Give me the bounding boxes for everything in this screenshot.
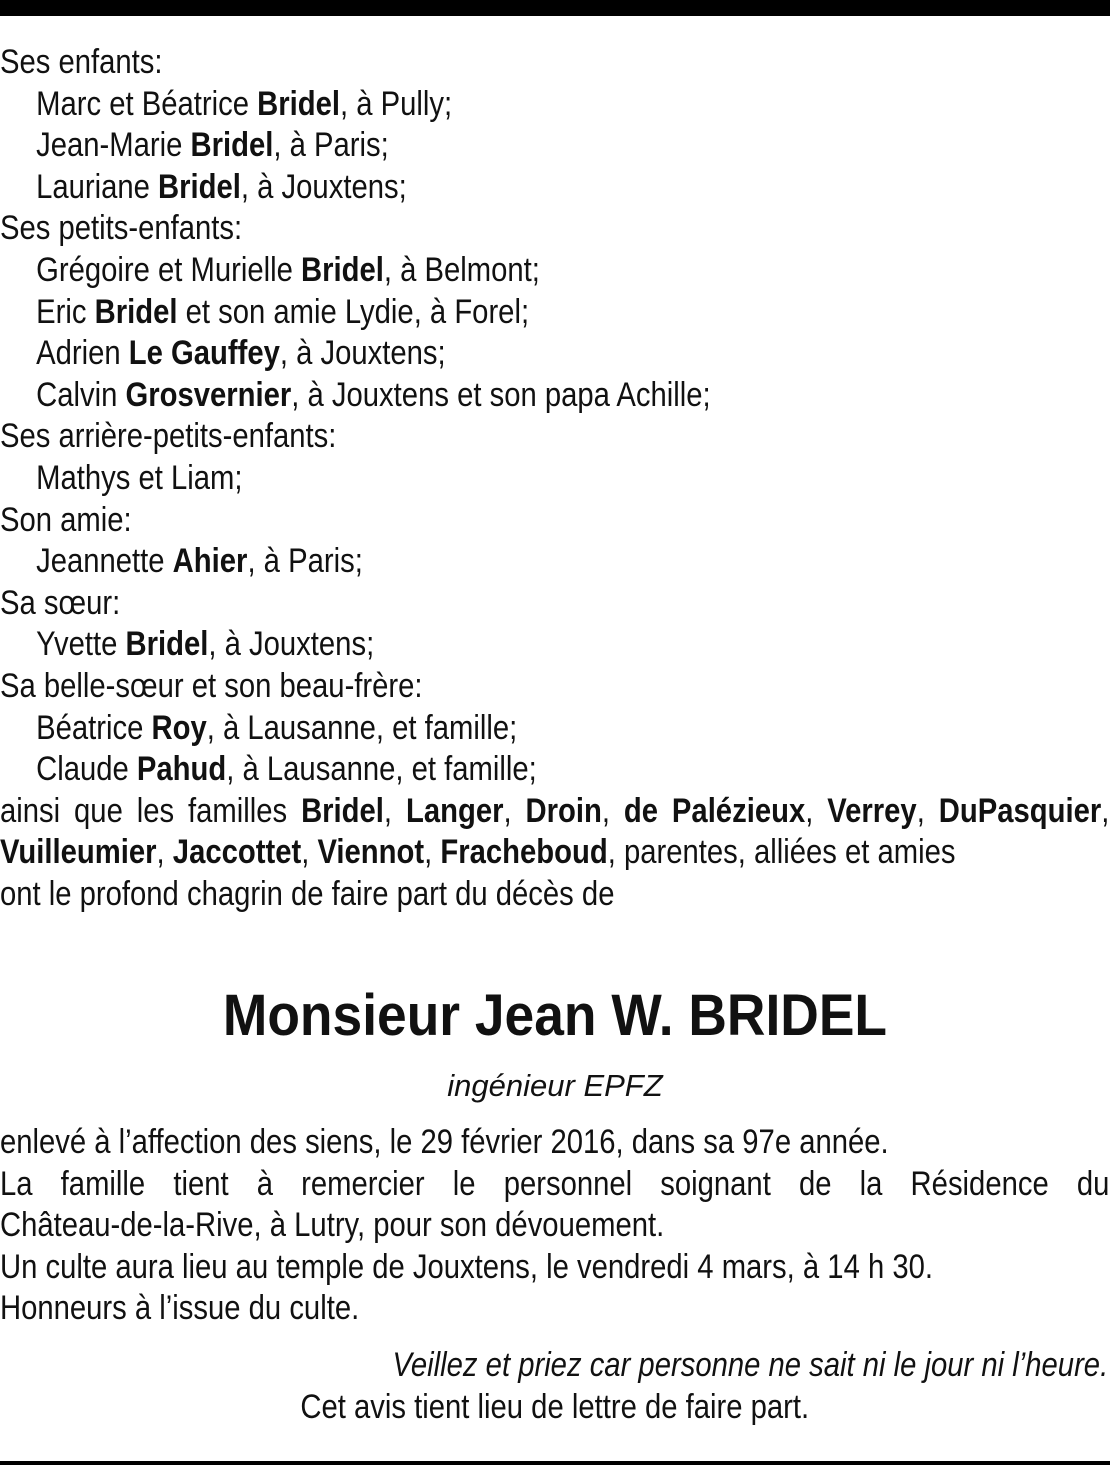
family-name: DuPasquier xyxy=(938,791,1102,830)
mourner-surname: Roy xyxy=(151,708,207,747)
body-line: Un culte aura lieu au temple de Jouxtens, le vendredi 4 mars, à 14 h 30. xyxy=(0,1247,933,1286)
mourner-first-name: Jeannette xyxy=(36,542,173,581)
bible-verse: Veillez et priez car personne ne sait ni le jour ni l’heure. xyxy=(392,1346,1108,1384)
deceased-title: ingénieur EPFZ xyxy=(447,1068,663,1103)
notice-text xyxy=(0,1388,1110,1427)
section-heading: Sa sœur: xyxy=(0,583,121,622)
mourner-location: , à Lausanne, et famille; xyxy=(206,708,518,747)
family-name: Fracheboud xyxy=(440,833,608,872)
family-name: Vuilleumier xyxy=(0,833,157,872)
mourner-first-name: Marc et Béatrice xyxy=(36,84,258,123)
mourner-line xyxy=(0,624,1109,666)
separator: , xyxy=(805,791,828,830)
mourner-location: , à Belmont; xyxy=(383,250,540,289)
separator: , xyxy=(916,791,939,830)
mourner-surname: Bridel xyxy=(257,84,340,123)
notice-line: Cet avis tient lieu de lettre de faire part. xyxy=(300,1388,810,1426)
mourner-first-name: Grégoire et Murielle xyxy=(36,250,302,289)
mourner-first-name: Jean-Marie xyxy=(36,126,191,165)
separator: , xyxy=(601,791,624,830)
mourner-location: , à Jouxtens; xyxy=(279,334,446,373)
family-name: Viennot xyxy=(317,833,425,872)
details-block xyxy=(0,1122,1109,1330)
mourner-line xyxy=(0,125,1109,167)
section-heading: Sa belle-sœur et son beau-frère: xyxy=(0,666,423,705)
section-heading: Ses arrière-petits-enfants: xyxy=(0,417,337,456)
announcement-text: ont le profond chagrin de faire part du décès de xyxy=(0,874,615,913)
mourner-location: , à Paris; xyxy=(273,126,389,165)
mourner-surname: Le Gauffey xyxy=(128,334,280,373)
families-paragraph xyxy=(0,791,1109,874)
mourner-surname: Pahud xyxy=(136,750,227,789)
bottom-rule xyxy=(0,1461,1110,1465)
mourner-first-name: Mathys et Liam; xyxy=(36,458,243,497)
mourner-line xyxy=(0,541,1109,583)
section-heading: Ses petits-enfants: xyxy=(0,209,243,248)
body-line: enlevé à l’affection des siens, le 29 février 2016, dans sa 97e année. xyxy=(0,1123,889,1161)
mourner-location: , à Jouxtens; xyxy=(208,625,375,664)
mourner-first-name: Béatrice xyxy=(36,708,152,747)
families-outro: , parentes, alliées et amies xyxy=(607,833,956,872)
families-intro: ainsi que les familles xyxy=(0,791,302,830)
body-line: La famille tient à remercier le personnel soignant de la Résidence du xyxy=(0,1164,1110,1203)
mourner-location: , à Jouxtens; xyxy=(240,167,407,206)
family-name: Langer xyxy=(405,791,504,830)
mourner-surname: Bridel xyxy=(301,250,384,289)
family-name: Verrey xyxy=(827,791,917,830)
mourner-surname: Ahier xyxy=(172,542,248,581)
separator: , xyxy=(503,791,526,830)
mourner-surname: Bridel xyxy=(125,625,209,664)
mourner-first-name: Eric xyxy=(36,292,95,331)
deceased-name-block xyxy=(0,982,1110,1049)
top-rule xyxy=(0,0,1110,16)
family-name: de Palézieux xyxy=(623,791,806,830)
section-heading: Ses enfants: xyxy=(0,43,163,81)
mourner-location: et son amie Lydie, à Forel; xyxy=(177,292,530,331)
mourner-first-name: Lauriane xyxy=(36,167,159,206)
mourner-surname: Grosvernier xyxy=(125,375,292,414)
mourner-line xyxy=(0,708,1109,750)
mourner-line xyxy=(0,84,1109,126)
mourner-surname: Bridel xyxy=(190,126,274,165)
mourner-first-name: Claude xyxy=(36,750,137,789)
mourner-surname: Bridel xyxy=(94,292,178,331)
mourner-line xyxy=(0,167,1109,209)
mourner-surname: Bridel xyxy=(158,167,241,206)
separator: , xyxy=(383,791,406,830)
family-name: Bridel xyxy=(301,791,384,830)
mourner-line xyxy=(0,292,1109,334)
mourner-first-name: Yvette xyxy=(36,625,126,664)
mourner-first-name: Adrien xyxy=(36,334,129,373)
mourner-location: , à Pully; xyxy=(339,84,453,123)
mourner-line xyxy=(0,250,1109,292)
body-line: Château-de-la-Rive, à Lutry, pour son dévouement. xyxy=(0,1206,665,1245)
separator: , xyxy=(1101,791,1110,830)
mourner-line xyxy=(0,749,1109,791)
deceased-name: Monsieur Jean W. BRIDEL xyxy=(222,983,888,1048)
mourner-line xyxy=(0,333,1109,375)
body-line: Honneurs à l’issue du culte. xyxy=(0,1289,360,1328)
mourner-line xyxy=(0,458,1109,500)
mourner-line xyxy=(0,375,1109,417)
mourner-location: , à Paris; xyxy=(247,542,363,581)
separator: , xyxy=(301,833,318,872)
mourner-location: , à Jouxtens et son papa Achille; xyxy=(291,375,711,414)
separator: , xyxy=(424,833,441,872)
mourner-location: , à Lausanne, et famille; xyxy=(226,750,537,789)
mourners-list xyxy=(0,42,1109,915)
mourner-first-name: Calvin xyxy=(36,375,126,414)
family-name: Droin xyxy=(525,791,602,830)
section-heading: Son amie: xyxy=(0,500,132,539)
separator: , xyxy=(156,833,173,872)
family-name: Jaccottet xyxy=(172,833,302,872)
